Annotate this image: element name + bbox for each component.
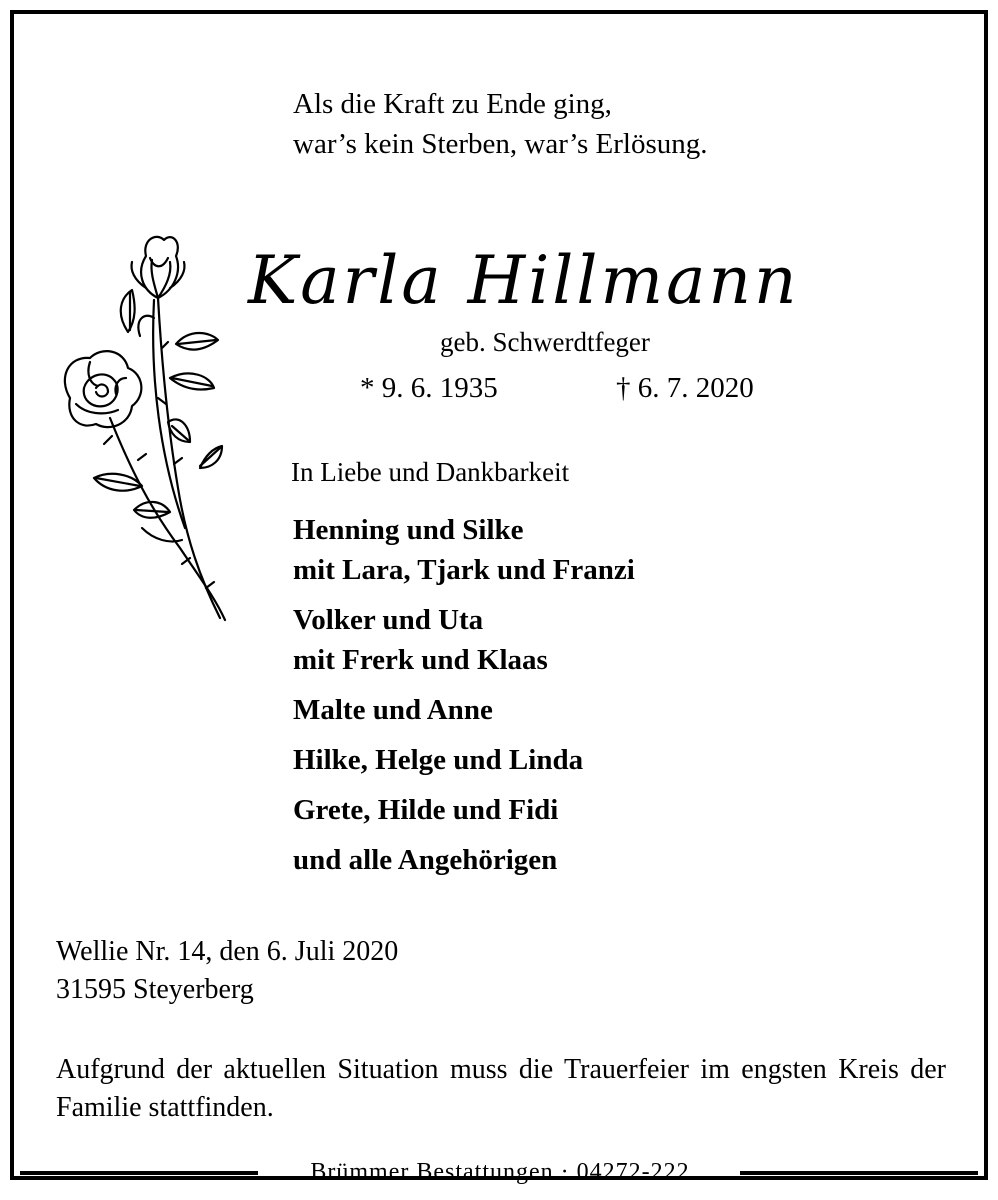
mourner-line: Volker und Uta: [293, 604, 484, 636]
deceased-name: Karla Hillmann: [248, 242, 800, 319]
mourner-group: [293, 600, 635, 680]
maiden-name: geb. Schwerdtfeger: [440, 327, 650, 357]
motto: [293, 84, 708, 164]
mourner-line: Hilke, Helge und Linda: [293, 744, 584, 776]
footer-rule-right: [740, 1171, 978, 1175]
address: [56, 933, 398, 1009]
mourner-group: [293, 840, 635, 880]
mourner-line: und alle Angehörigen: [293, 844, 558, 876]
mourner-group: [293, 690, 635, 730]
footer: [20, 1155, 978, 1189]
footer-rule-left: [20, 1171, 258, 1175]
footer-undertaker: Brümmer Bestattungen · 04272-222: [310, 1159, 690, 1185]
mourner-line: Malte und Anne: [293, 694, 493, 726]
rose-icon: [50, 228, 235, 628]
motto-line-1: Als die Kraft zu Ende ging,: [293, 88, 612, 120]
address-line-1: Wellie Nr. 14, den 6. Juli 2020: [56, 936, 399, 967]
intro-line: In Liebe und Dankbarkeit: [291, 457, 570, 487]
mourner-line: Grete, Hilde und Fidi: [293, 794, 559, 826]
birth-date: * 9. 6. 1935: [360, 372, 498, 404]
death-date: † 6. 7. 2020: [616, 372, 754, 404]
mourner-group: [293, 740, 635, 780]
mourner-line: mit Frerk und Klaas: [293, 644, 548, 676]
motto-line-2: war’s kein Sterben, war’s Erlösung.: [293, 128, 708, 160]
mourner-line: Henning und Silke: [293, 514, 524, 546]
mourner-list: [293, 510, 635, 890]
mourner-group: [293, 510, 635, 590]
mourner-line: mit Lara, Tjark und Franzi: [293, 554, 635, 586]
mourner-group: [293, 790, 635, 830]
funeral-notice: Aufgrund der aktuellen Situation muss die Trauerfeier im engsten Kreis der Familie stattfinden.: [56, 1054, 946, 1123]
address-line-2: 31595 Steyerberg: [56, 974, 254, 1005]
